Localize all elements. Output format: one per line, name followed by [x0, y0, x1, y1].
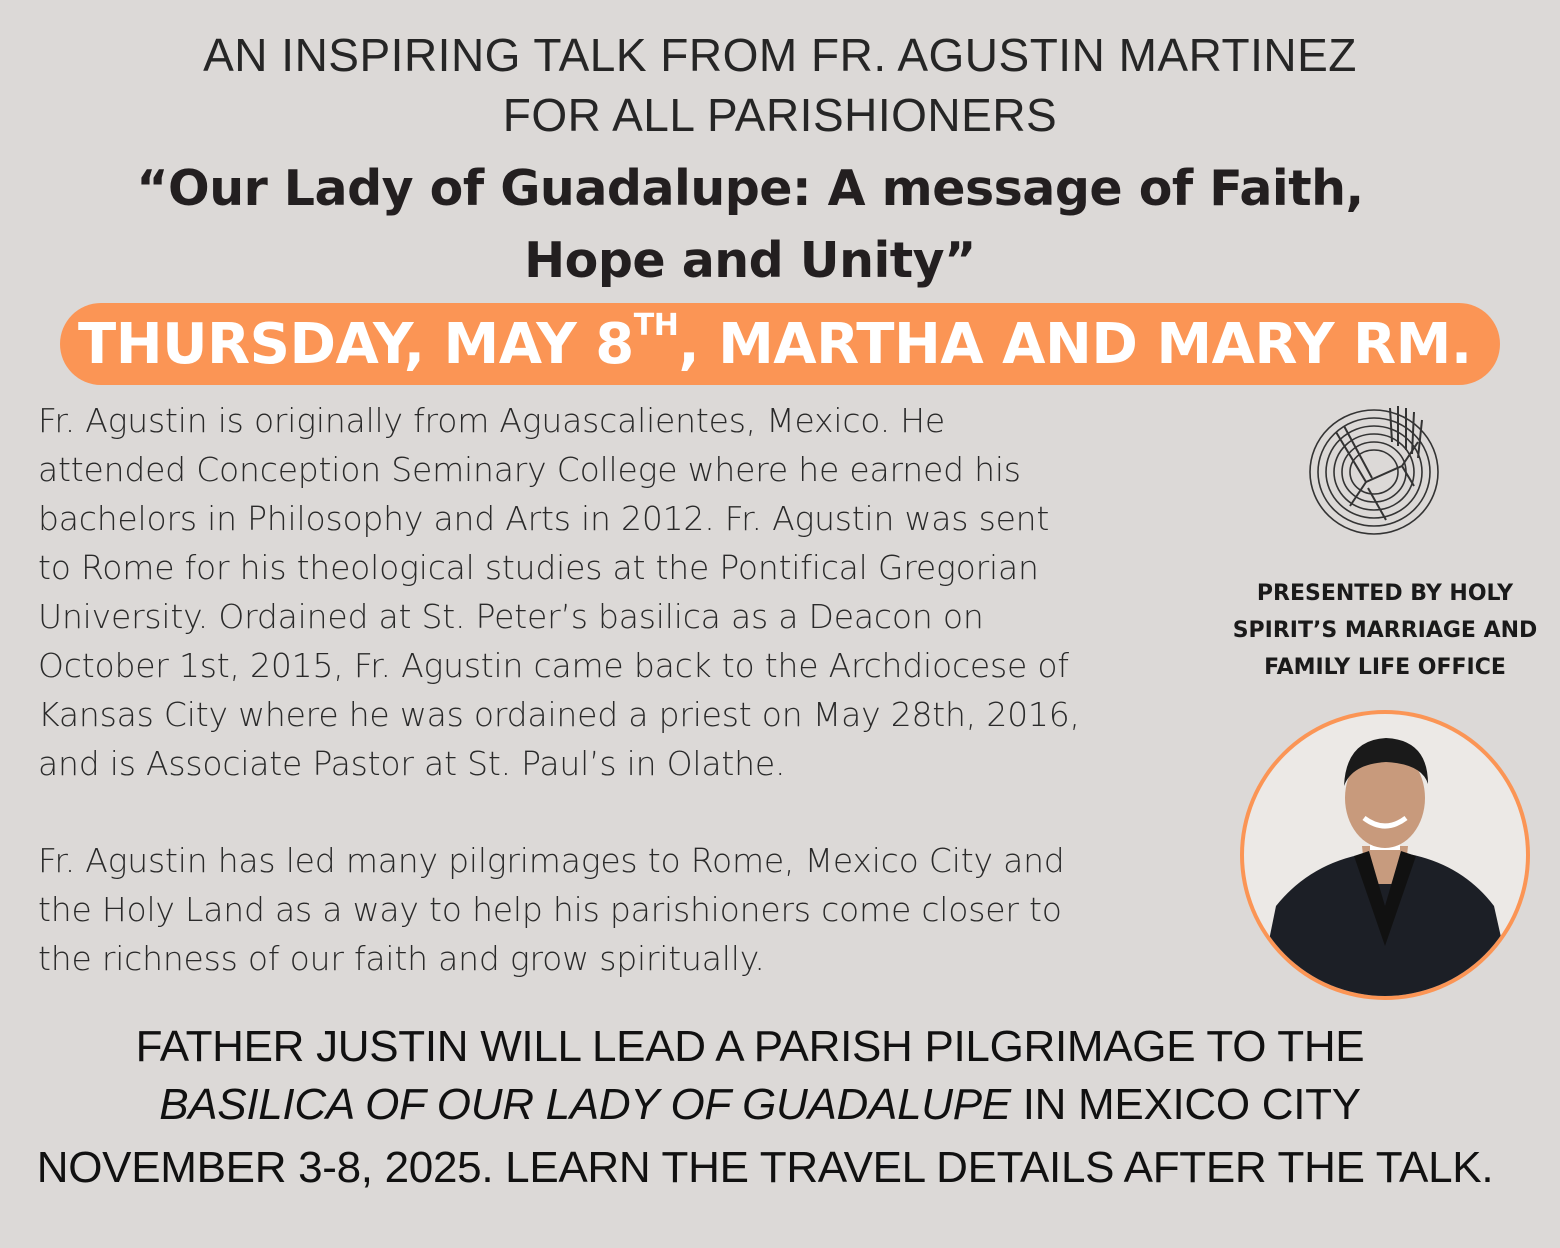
footer-line-3: NOVEMBER 3-8, 2025. LEARN THE TRAVEL DETAILS AFTER THE TALK. [36, 1143, 1494, 1192]
presented-by-line: FAMILY LIFE OFFICE [1264, 655, 1506, 680]
basilica-name: BASILICA OF OUR LADY OF GUADALUPE [159, 1080, 1011, 1129]
bio-line: to Rome for his theological studies at the Pontifical Gregorian [38, 548, 1039, 587]
talk-title-line-2: Hope and Unity” [524, 232, 976, 289]
footer-line-2-rest: IN MEXICO CITY [1010, 1080, 1361, 1129]
bio-line: and is Associate Pastor at St. Paul’s in Olathe. [38, 744, 786, 783]
bio-line: the richness of our faith and grow spiritually. [38, 939, 765, 978]
talk-title-line-1: “Our Lady of Guadalupe: A message of Faith, [136, 160, 1364, 217]
bio-line: the Holy Land as a way to help his parishioners come closer to [38, 890, 1062, 929]
bio-line: Fr. Agustin has led many pilgrimages to Rome, Mexico City and [38, 841, 1065, 880]
bio-line: October 1st, 2015, Fr. Agustin came back to the Archdiocese of [38, 646, 1069, 685]
footer-line-1: FATHER JUSTIN WILL LEAD A PARISH PILGRIMAGE TO THE [135, 1022, 1365, 1071]
footer-line-2 [0, 1080, 1520, 1130]
bio-line: attended Conception Seminary College where he earned his [38, 450, 1021, 489]
holy-spirit-dove-logo-icon [1306, 402, 1446, 538]
bio-paragraph-1 [38, 396, 1213, 788]
bio-line: University. Ordained at St. Peter’s basilica as a Deacon on [38, 597, 984, 636]
bio-line: Fr. Agustin is originally from Aguascalientes, Mexico. He [38, 401, 946, 440]
bio-paragraph-2 [38, 836, 1213, 983]
header-line-2: FOR ALL PARISHIONERS [502, 89, 1058, 141]
date-ordinal-suffix: TH [633, 308, 679, 343]
bio-line: bachelors in Philosophy and Arts in 2012. Fr. Agustin was sent [38, 499, 1050, 538]
bio-line: Kansas City where he was ordained a priest on May 28th, 2016, [38, 695, 1080, 734]
date-prefix: THURSDAY, MAY 8 [78, 312, 634, 377]
date-banner-text [78, 308, 1472, 377]
priest-portrait [1236, 706, 1534, 1004]
date-location: , MARTHA AND MARY RM. [678, 312, 1472, 377]
presented-by-line: SPIRIT’S MARRIAGE AND [1232, 618, 1538, 643]
presented-by [1210, 575, 1560, 686]
presented-by-line: PRESENTED BY HOLY [1256, 581, 1514, 606]
header-line-1: AN INSPIRING TALK FROM FR. AGUSTIN MARTINEZ [203, 29, 1357, 81]
